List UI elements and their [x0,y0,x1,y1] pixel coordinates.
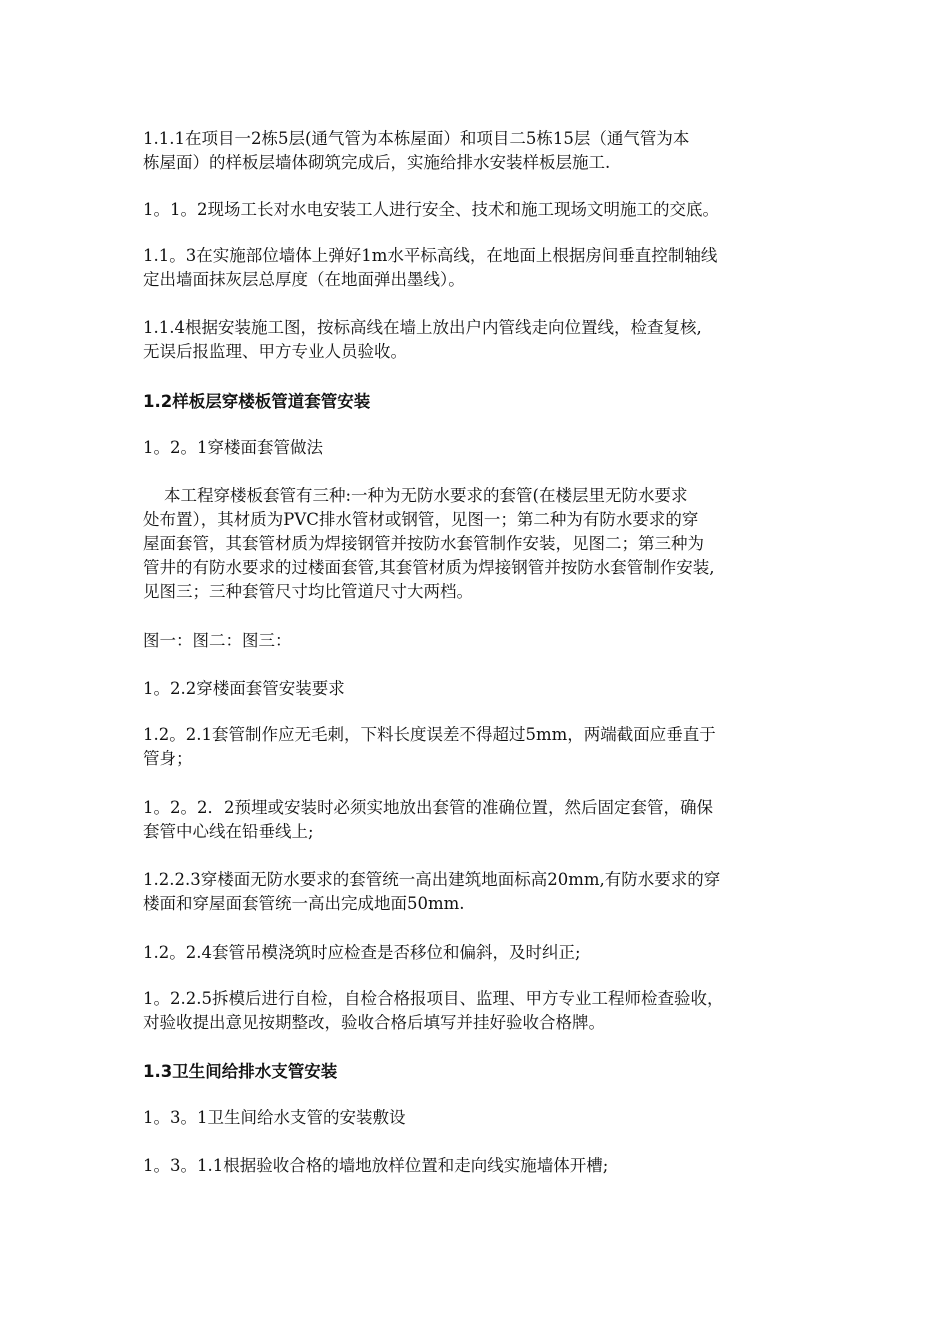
section-heading-1-3: 1.3卫生间给排水支管安装 [143,1062,338,1081]
paragraph-1-1-2: 1。1。2现场工长对水电安装工人进行安全、技术和施工现场文明施工的交底。 [143,200,719,219]
section-heading-1-2: 1.2样板层穿楼板管道套管安装 [143,392,371,411]
paragraph-1-2-2-1: 1.2。2.1套管制作应无毛刺，下料长度误差不得超过5mm，两端截面应垂直于 管身； [143,725,716,768]
paragraph-1-2-1: 1。2。1穿楼面套管做法 [143,438,323,457]
paragraph-1-1-1: 1.1.1在项目一2栋5层(通气管为本栋屋面）和项目二5栋15层（通气管为本 栋屋面）的样板层墙体砌筑完成后，实施给排水安装样板层施工. [143,129,690,172]
paragraph-1-3-1-1: 1。3。1.1根据验收合格的墙地放样位置和走向线实施墙体开槽; [143,1156,609,1175]
paragraph-1-3-1: 1。3。1卫生间给水支管的安装敷设 [143,1108,406,1127]
paragraph-1-2-2-3: 1.2.2.3穿楼面无防水要求的套管统一高出建筑地面标高20mm,有防水要求的穿 楼面和穿屋面套管统一高出完成地面50mm. [143,870,721,913]
paragraph-1-1-3: 1.1。3在实施部位墙体上弹好1m水平标高线，在地面上根据房间垂直控制轴线 定出墙面抹灰层总厚度（在地面弹出墨线）。 [143,246,718,289]
paragraph-1-2-2: 1。2.2穿楼面套管安装要求 [143,679,345,698]
paragraph-1-2-2-2: 1。2。2．2预埋或安装时必须实地放出套管的准确位置，然后固定套管，确保 套管中心线在铅垂线上; [143,798,713,841]
figure-captions: 图一：图二：图三： [143,631,292,650]
paragraph-1-1-4: 1.1.4根据安装施工图，按标高线在墙上放出户内管线走向位置线，检查复核, 无误后报监理、甲方专业人员验收。 [143,318,702,361]
paragraph-1-2-2-5: 1。2.2.5拆模后进行自检，自检合格报项目、监理、甲方专业工程师检查验收， 对验收提出意见按期整改，验收合格后填写并挂好验收合格牌。 [143,989,724,1032]
paragraph-sleeve-types: 本工程穿楼板套管有三种:一种为无防水要求的套管(在楼层里无防水要求 处布置），其材质为PVC排水管材或钢管，见图一；第二种为有防水要求的穿 屋面套管，其套管材质为焊接钢管并按防水套管制作安装，见图二；第三种为 管井的有防水要求的过楼面套管,其套管材质为焊接钢管并按防水套管制作安装, 见图三；三种套管尺寸均比管道尺寸大两档。 [143,486,715,601]
paragraph-1-2-2-4: 1.2。2.4套管吊模浇筑时应检查是否移位和偏斜，及时纠正; [143,943,581,962]
